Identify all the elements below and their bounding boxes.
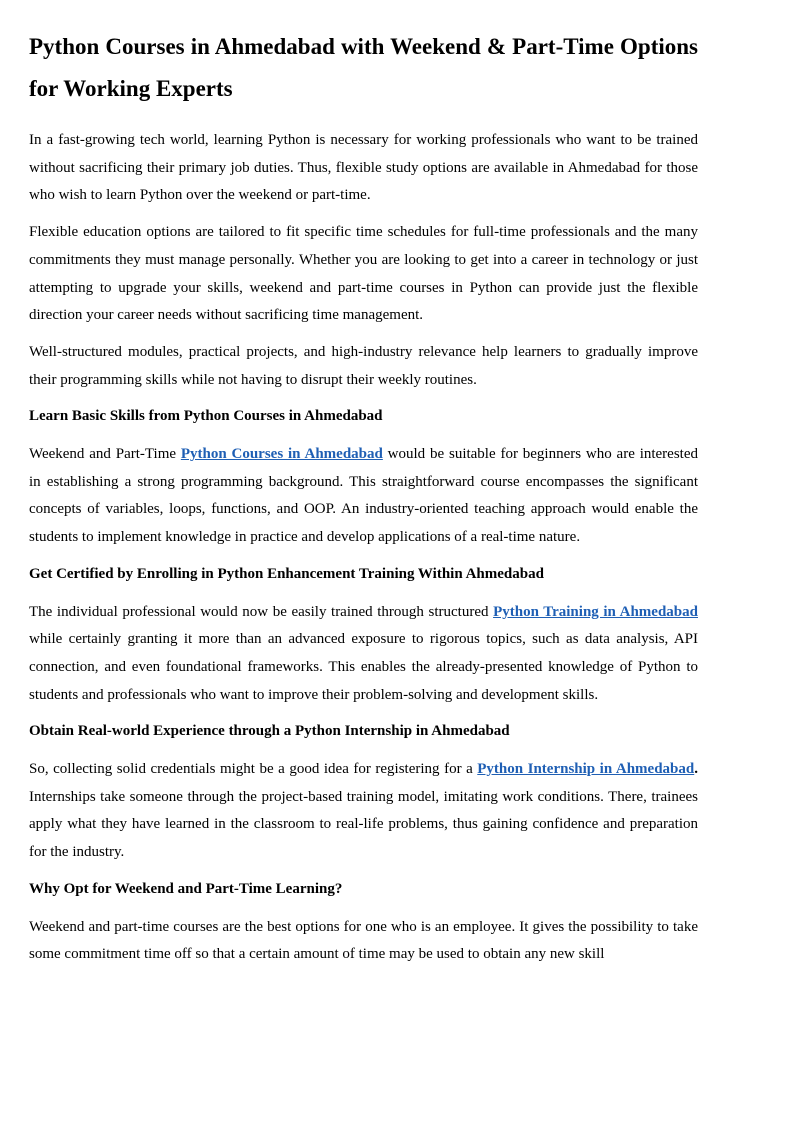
section-heading-internship: Obtain Real-world Experience through a Python Internship in Ahmedabad <box>29 723 510 740</box>
python-courses-link[interactable]: Python Courses in Ahmedabad <box>180 446 383 463</box>
intro-paragraph-2: Flexible education options are tailored to fit specific time schedules for full-time professionals and the many commitments they must manage personally. Whether you are looking to get into a career in technology or just attempting to upgrade your skills, weekend and part-time courses in Python can provide just the flexible direction your career needs without sacrificing time management. <box>29 224 698 324</box>
python-training-link[interactable]: Python Training in Ahmedabad <box>493 603 698 620</box>
section-paragraph-why-opt: Weekend and part-time courses are the best options for one who is an employee. It gives the possibility to take some commitment time off so that a certain amount of time may be used to obtain any new skill <box>29 918 698 963</box>
python-internship-link[interactable]: Python Internship in Ahmedabad <box>477 761 695 778</box>
section-paragraph-internship <box>29 756 698 867</box>
section-heading-why-opt: Why Opt for Weekend and Part-Time Learning? <box>29 880 343 897</box>
paragraph-text: Weekend and Part-Time <box>29 446 181 463</box>
section-paragraph-certified <box>29 599 698 710</box>
section-paragraph-basic-skills <box>29 441 698 552</box>
paragraph-text: So, collecting solid credentials might be a good idea for registering for a <box>29 761 478 778</box>
section-heading-certified: Get Certified by Enrolling in Python Enhancement Training Within Ahmedabad <box>29 565 544 582</box>
document-page <box>29 26 698 978</box>
section-heading-basic-skills: Learn Basic Skills from Python Courses in Ahmedabad <box>29 408 383 425</box>
paragraph-text: would be suitable for beginners who are interested in establishing a strong programming background. This straightforward course encompasses the significant concepts of variables, loops, functions, and OOP. An industry-oriented teaching approach would enable the students to implement knowledge in practice and develop applications of a real-time nature. <box>29 446 699 546</box>
intro-paragraph-1: In a fast-growing tech world, learning Python is necessary for working professionals who want to be trained without sacrificing their primary job duties. Thus, flexible study options are available in Ahmedabad for those who wish to learn Python over the weekend or part-time. <box>29 132 698 204</box>
paragraph-text: Internships take someone through the project-based training model, imitating work conditions. There, trainees apply what they have learned in the classroom to real-life problems, thus gaining confidence and preparation for the industry. <box>29 788 698 861</box>
page-title: Python Courses in Ahmedabad with Weekend & Part-Time Options for Working Experts <box>29 34 698 101</box>
paragraph-text: The individual professional would now be easily trained through structured <box>29 603 494 620</box>
paragraph-text: while certainly granting it more than an advanced exposure to rigorous topics, such as data analysis, API connection, and even foundational frameworks. This enables the already-presented knowledge of Python to students and professionals who want to improve their problem-solving and development skills. <box>29 631 698 703</box>
intro-paragraph-3: Well-structured modules, practical projects, and high-industry relevance help learners to gradually improve their programming skills while not having to disrupt their weekly routines. <box>29 343 698 388</box>
paragraph-period: . <box>694 761 698 778</box>
